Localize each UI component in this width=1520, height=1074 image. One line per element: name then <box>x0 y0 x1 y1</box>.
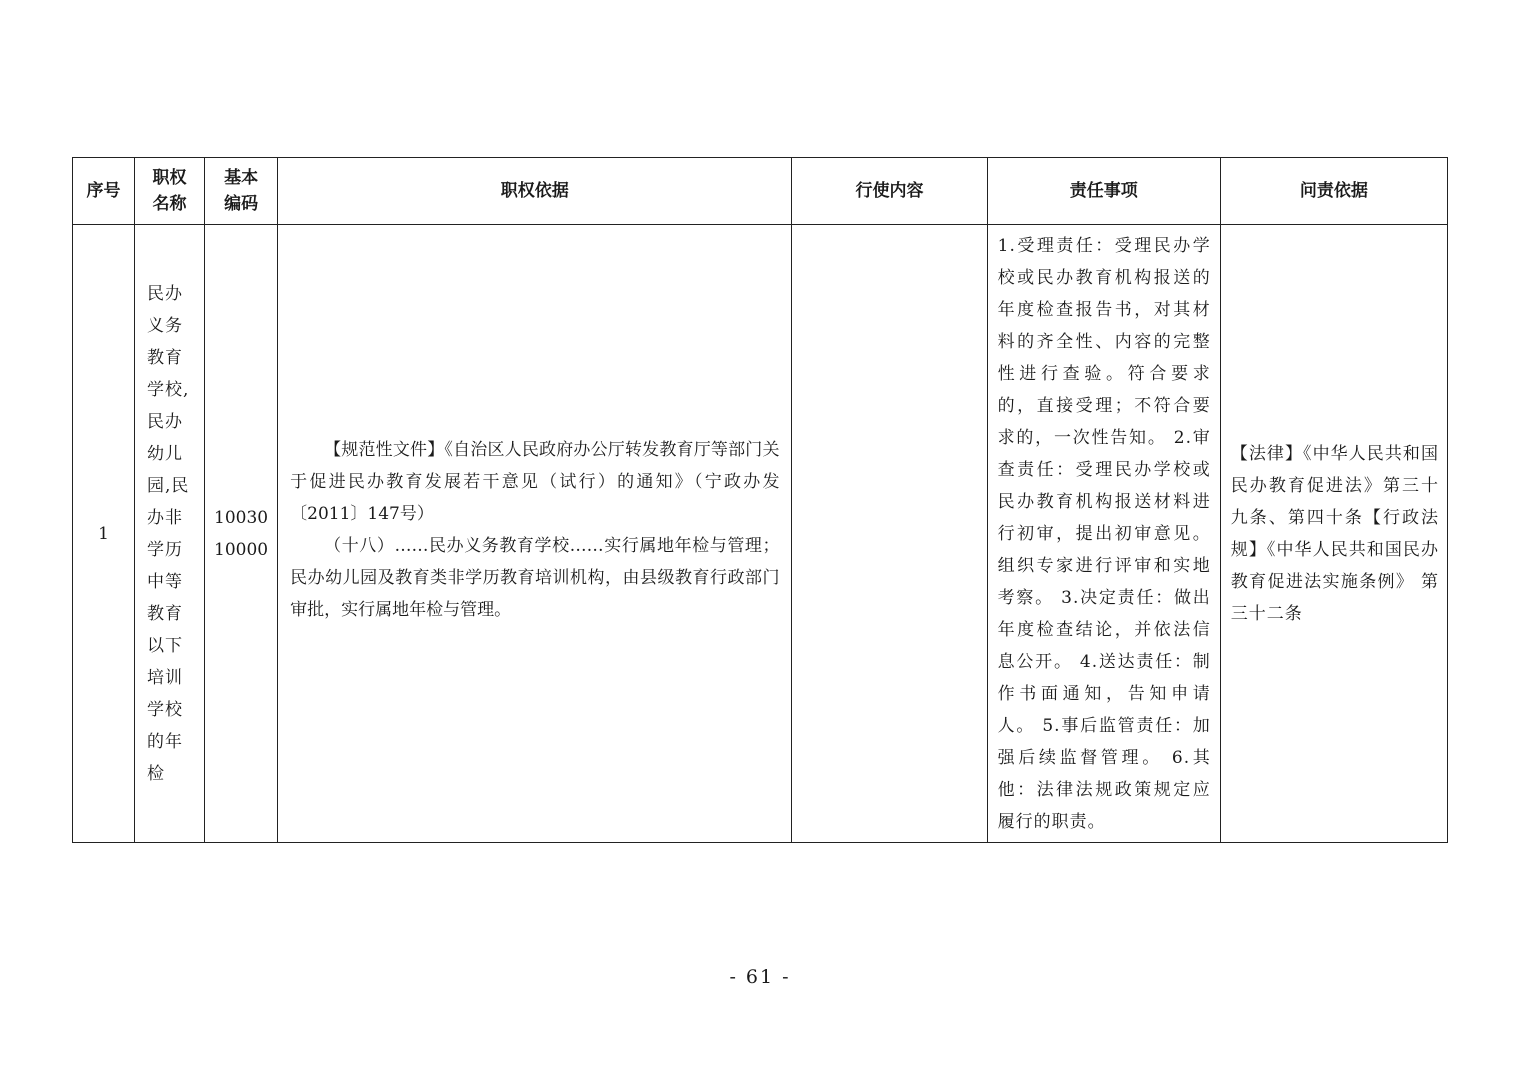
cell-basic-code <box>205 225 278 843</box>
table-body <box>73 225 1448 843</box>
cell-responsibility: 1.受理责任：受理民办学校或民办教育机构报送的年度检查报告书，对其材料的齐全性、内容的完整性进行查验。符合要求的，直接受理；不符合要求的，一次性告知。 2.审查责任：受理民办学校或民办教育机构报送材料进行初审，提出初审意见。组织专家进行评审和实地考察。 3.决定责任：做出年度检查结论，并依法信息公开。 4.送达责任：制作书面通知，告知申请人。 5.事后监管责任：加强后续监督管理。 6.其他：法律法规政策规定应履行的职责。 <box>987 225 1220 843</box>
cell-authority-name <box>135 225 205 843</box>
header-basis: 职权依据 <box>278 158 792 225</box>
table-row <box>73 225 1448 843</box>
header-code-line2: 编码 <box>224 194 259 214</box>
header-name <box>135 158 205 225</box>
authority-name-text: 民办义务教育学校,民办幼儿园,民办非学历中等教育以下培训学校的年检 <box>147 283 190 784</box>
header-accountability: 问责依据 <box>1220 158 1447 225</box>
cell-exercise-content <box>792 225 987 843</box>
cell-authority-basis <box>278 225 792 843</box>
authority-table <box>72 157 1448 843</box>
header-code-line1: 基本 <box>224 168 259 188</box>
basis-paragraph-1: 【规范性文件】《自治区人民政府办公厅转发教育厅等部门关于促进民办教育发展若干意见（试行）的通知》（宁政办发〔2011〕147号） <box>290 439 780 524</box>
header-seq: 序号 <box>73 158 135 225</box>
page-number: - 61 - <box>729 966 791 988</box>
header-row <box>73 158 1448 225</box>
code-line1: 10030 <box>214 507 269 528</box>
cell-seq: 1 <box>73 225 135 843</box>
header-name-line1: 职权 <box>152 168 187 188</box>
basis-paragraph-2: （十八）……民办义务教育学校……实行属地年检与管理；民办幼儿园及教育类非学历教育培训机构，由县级教育行政部门审批，实行属地年检与管理。 <box>290 535 780 620</box>
header-content: 行使内容 <box>792 158 987 225</box>
code-line2: 10000 <box>214 539 269 560</box>
header-responsibility: 责任事项 <box>987 158 1220 225</box>
table-header <box>73 158 1448 225</box>
header-name-line2: 名称 <box>152 194 187 214</box>
cell-accountability: 【法律】《中华人民共和国民办教育促进法》第三十九条、第四十条【行政法规】《中华人民共和国民办教育促进法实施条例》 第三十二条 <box>1220 225 1447 843</box>
header-code <box>205 158 278 225</box>
